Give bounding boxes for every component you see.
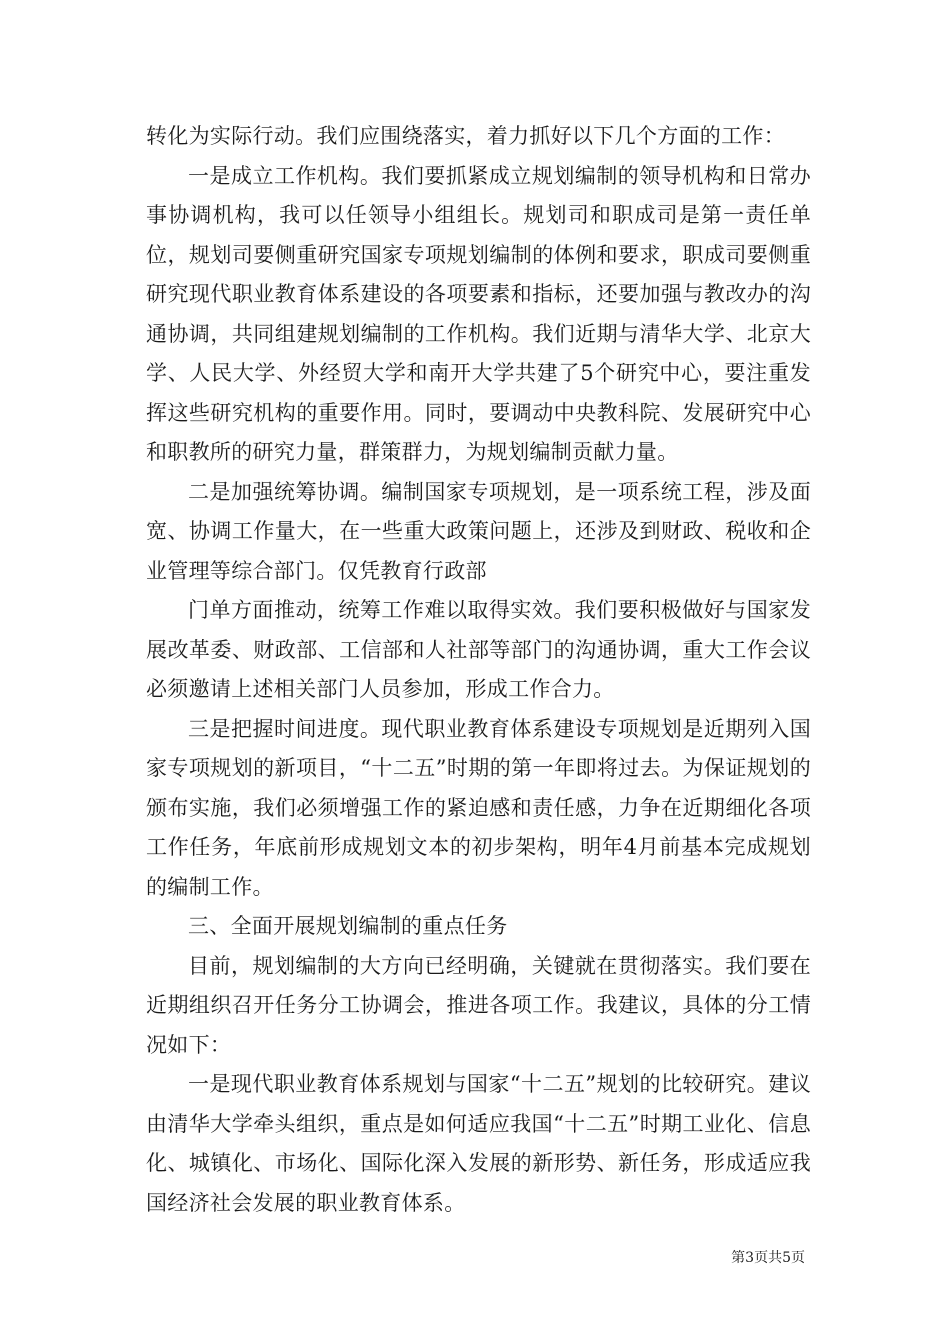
paragraph-6: 目前，规划编制的大方向已经明确，关键就在贯彻落实。我们要在近期组织召开任务分工协调会，推进各项工作。我建议，具体的分工情况如下： bbox=[146, 953, 811, 1057]
paragraph-7: 一是现代职业教育体系规划与国家“十二五”规划的比较研究。建议由清华大学牵头组织，重点是如何适应我国“十二五”时期工业化、信息化、城镇化、市场化、国际化深入发展的新形势、新任务，形成适应我国经济社会发展的职业教育体系。 bbox=[146, 1072, 811, 1215]
paragraph-3: 二是加强统筹协调。编制国家专项规划，是一项系统工程，涉及面宽、协调工作量大，在一些重大政策问题上，还涉及到财政、税收和企业管理等综合部门。仅凭教育行政部 bbox=[146, 479, 811, 583]
paragraph-5: 三是把握时间进度。现代职业教育体系建设专项规划是近期列入国家专项规划的新项目，“十二五”时期的第一年即将过去。为保证规划的颁布实施，我们必须增强工作的紧迫感和责任感，力争在近期细化各项工作任务，年底前形成规划文本的初步架构，明年4月前基本完成规划的编制工作。 bbox=[146, 716, 811, 899]
paragraph-2: 一是成立工作机构。我们要抓紧成立规划编制的领导机构和日常办事协调机构，我可以任领导小组组长。规划司和职成司是第一责任单位，规划司要侧重研究国家专项规划编制的体例和要求，职成司要侧重研究现代职业教育体系建设的各项要素和指标，还要加强与教改办的沟通协调，共同组建规划编制的工作机构。我们近期与清华大学、北京大学、人民大学、外经贸大学和南开大学共建了5个研究中心，要注重发挥这些研究机构的重要作用。同时，要调动中央教科院、发展研究中心和职教所的研究力量，群策群力，为规划编制贡献力量。 bbox=[146, 163, 811, 464]
document-body bbox=[146, 117, 811, 1223]
paragraph-4: 门单方面推动，统筹工作难以取得实效。我们要积极做好与国家发展改革委、财政部、工信部和人社部等部门的沟通协调，重大工作会议必须邀请上述相关部门人员参加，形成工作合力。 bbox=[146, 598, 811, 701]
paragraph-1: 转化为实际行动。我们应围绕落实，着力抓好以下几个方面的工作： bbox=[146, 124, 785, 148]
page-number-footer: 第3页共5页 bbox=[731, 1250, 805, 1266]
section-heading: 三、全面开展规划编制的重点任务 bbox=[188, 914, 508, 938]
